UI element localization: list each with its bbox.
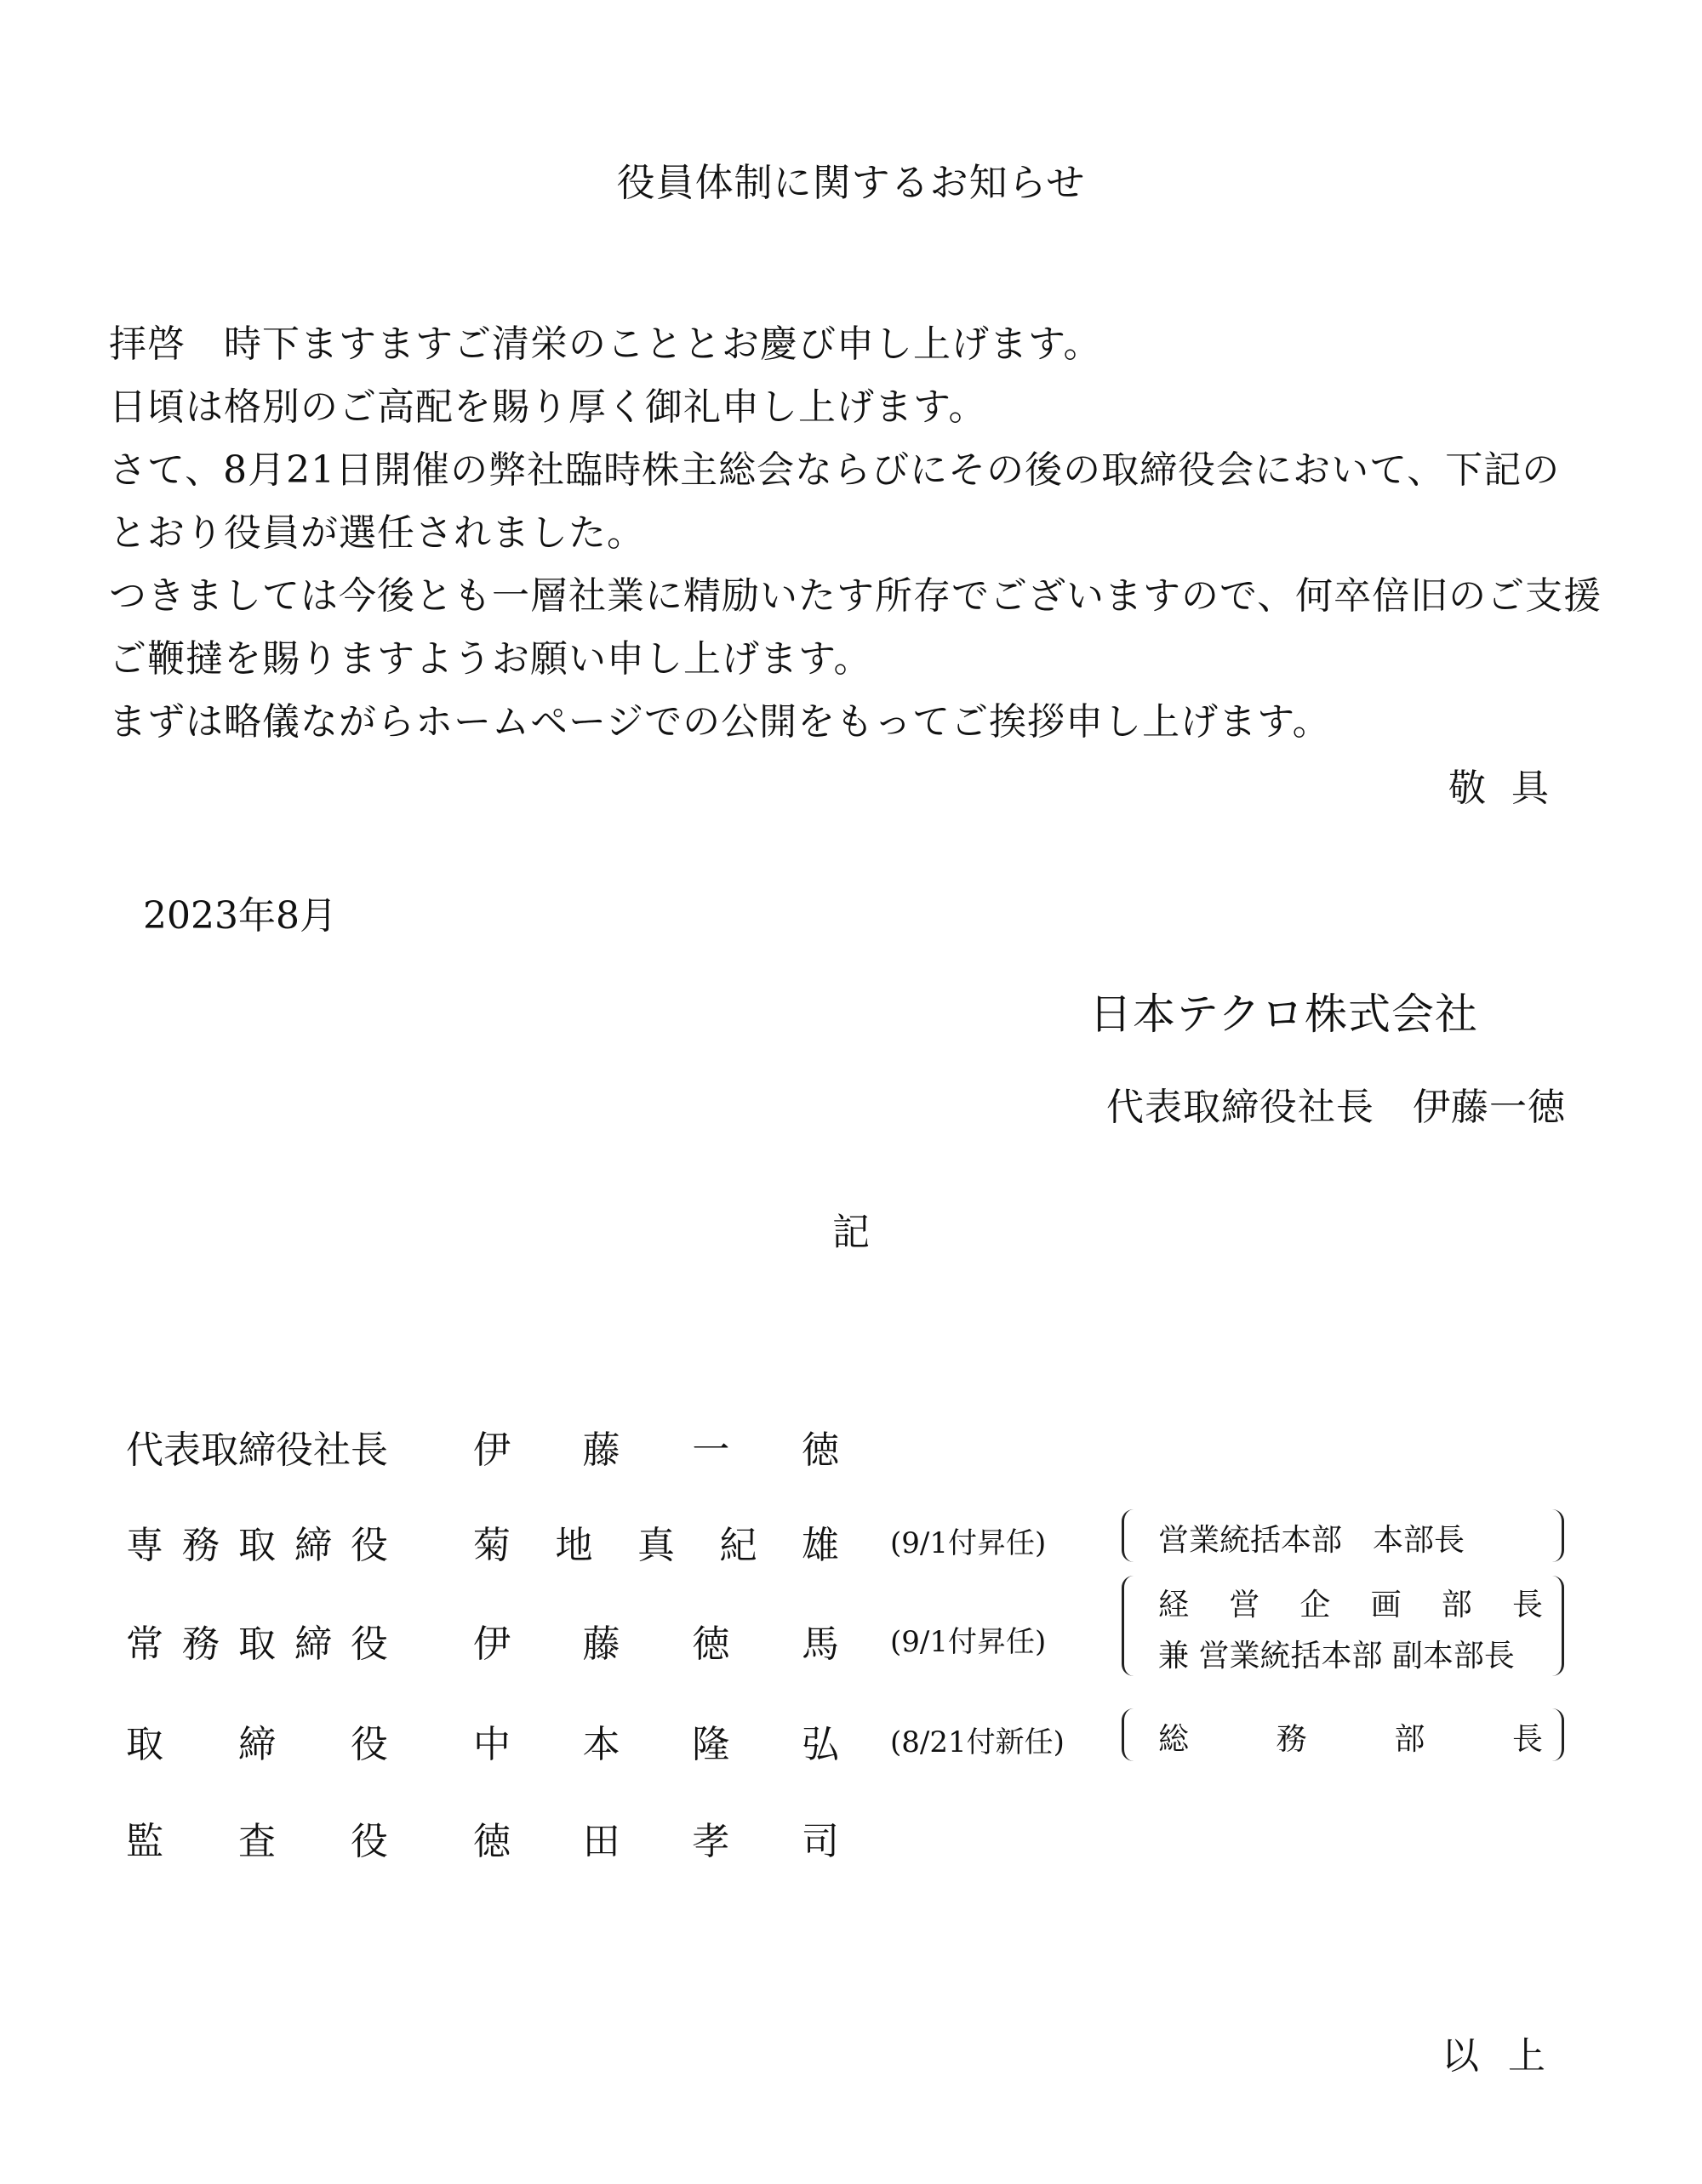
officer-title: 専 務 取 締 役 (126, 1524, 388, 1567)
officer-note: (9/1付昇任) (890, 1625, 1047, 1659)
body-line-7: まずは略儀ながらホームページでの公開をもってご挨拶申し上げます。 (109, 700, 1331, 744)
officer-note: (9/1付昇任) (890, 1526, 1047, 1560)
signer: 代表取締役社長 伊藤一徳 (1106, 1086, 1566, 1129)
ki-heading: 記 (832, 1211, 870, 1254)
officer-name: 伊 藤 徳 馬 (473, 1622, 839, 1666)
body-line-3: さて、8月21日開催の弊社臨時株主総会ならびにその後の取締役会において、下記の (109, 448, 1561, 492)
officer-title: 常 務 取 締 役 (126, 1622, 388, 1666)
dept-bracket (1122, 1509, 1564, 1562)
dept-line: 兼 営業統括本部 副本部長 (1158, 1639, 1515, 1674)
body-line-1: 拝啓 時下ますますご清栄のこととお慶び申し上げます。 (109, 322, 1102, 366)
officer-name: 菊 地 真 紀 雄 (473, 1524, 839, 1567)
dept-bracket (1122, 1576, 1564, 1676)
officer-note: (8/21付新任) (890, 1725, 1065, 1759)
dept-bracket (1122, 1708, 1564, 1761)
document-title: 役員体制に関するお知らせ (616, 160, 1086, 205)
body-line-2: 日頃は格別のご高配を賜り厚く御礼申し上げます。 (109, 385, 987, 429)
dept-line: 経 営 企 画 部 長 (1158, 1588, 1543, 1622)
dept-line: 総 務 部 長 (1158, 1722, 1543, 1757)
body-line-5: つきましては今後とも一層社業に精励いたす所存でございますので、何卒倍旧のご支援 (109, 574, 1602, 618)
company-name: 日本テクロ株式会社 (1089, 989, 1478, 1039)
closing-keigu: 敬具 (1448, 767, 1574, 810)
body-line-4: とおり役員が選任されました。 (109, 511, 645, 555)
officer-name: 徳 田 孝 司 (473, 1820, 839, 1863)
issue-date: 2023年8月 (143, 894, 337, 938)
officer-name: 伊 藤 一 徳 (473, 1428, 839, 1472)
officer-name: 中 本 隆 弘 (473, 1723, 839, 1766)
officer-title: 監 査 役 (126, 1820, 388, 1863)
dept-line: 営業統括本部 本部長 (1158, 1523, 1465, 1558)
officer-title: 代 表 取 締 役 社 長 (126, 1428, 388, 1472)
officer-title: 取 締 役 (126, 1723, 388, 1766)
closing-ijou: 以上 (1442, 2034, 1574, 2078)
body-line-6: ご鞭撻を賜りますようお願い申し上げます。 (109, 637, 872, 681)
